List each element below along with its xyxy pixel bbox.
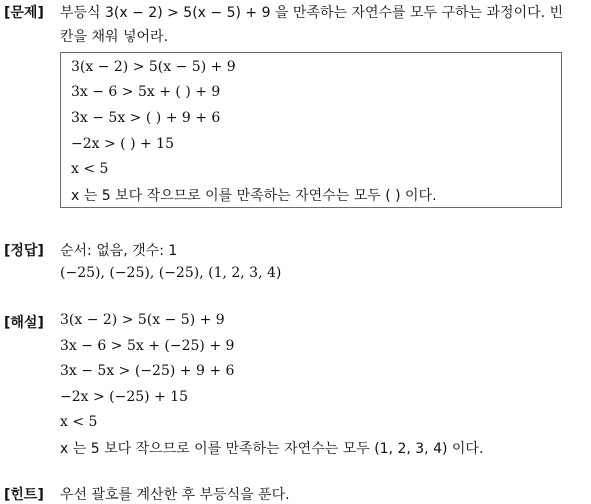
solution-line-5: x < 5: [60, 414, 98, 430]
box-line-2: 3x − 6 > 5x + ( ) + 9: [71, 84, 221, 100]
answer-values: (−25), (−25), (−25), (1, 2, 3, 4): [60, 265, 282, 281]
answer-meta: 순서: 없음, 갯수: 1: [60, 243, 178, 259]
answer-label: [정답]: [4, 243, 44, 259]
solution-line-6: x 는 5 보다 작으므로 이를 만족하는 자연수는 모두 (1, 2, 3, 4) 이다.: [60, 441, 484, 457]
solution-label: [해설]: [4, 315, 44, 331]
hint-text: 우선 괄호를 계산한 후 부등식을 푼다.: [60, 487, 290, 503]
problem-label: [문제]: [4, 5, 44, 21]
solution-line-3: 3x − 5x > (−25) + 9 + 6: [60, 363, 235, 379]
problem-box: [60, 52, 562, 208]
box-line-4: −2x > ( ) + 15: [71, 136, 174, 152]
solution-line-2: 3x − 6 > 5x + (−25) + 9: [60, 338, 235, 354]
question-line-1: 부등식 3(x − 2) > 5(x − 5) + 9 을 만족하는 자연수를 모두 구하는 과정이다. 빈: [60, 5, 564, 21]
hint-label: [힌트]: [4, 487, 44, 503]
box-line-6: x 는 5 보다 작으므로 이를 만족하는 자연수는 모두 ( ) 이다.: [71, 188, 437, 204]
box-line-1: 3(x − 2) > 5(x − 5) + 9: [71, 59, 236, 75]
question-line-2: 칸을 채워 넣어라.: [60, 29, 169, 45]
box-line-3: 3x − 5x > ( ) + 9 + 6: [71, 110, 221, 126]
box-line-5: x < 5: [71, 161, 109, 177]
solution-line-4: −2x > (−25) + 15: [60, 389, 189, 405]
solution-line-1: 3(x − 2) > 5(x − 5) + 9: [60, 312, 225, 328]
